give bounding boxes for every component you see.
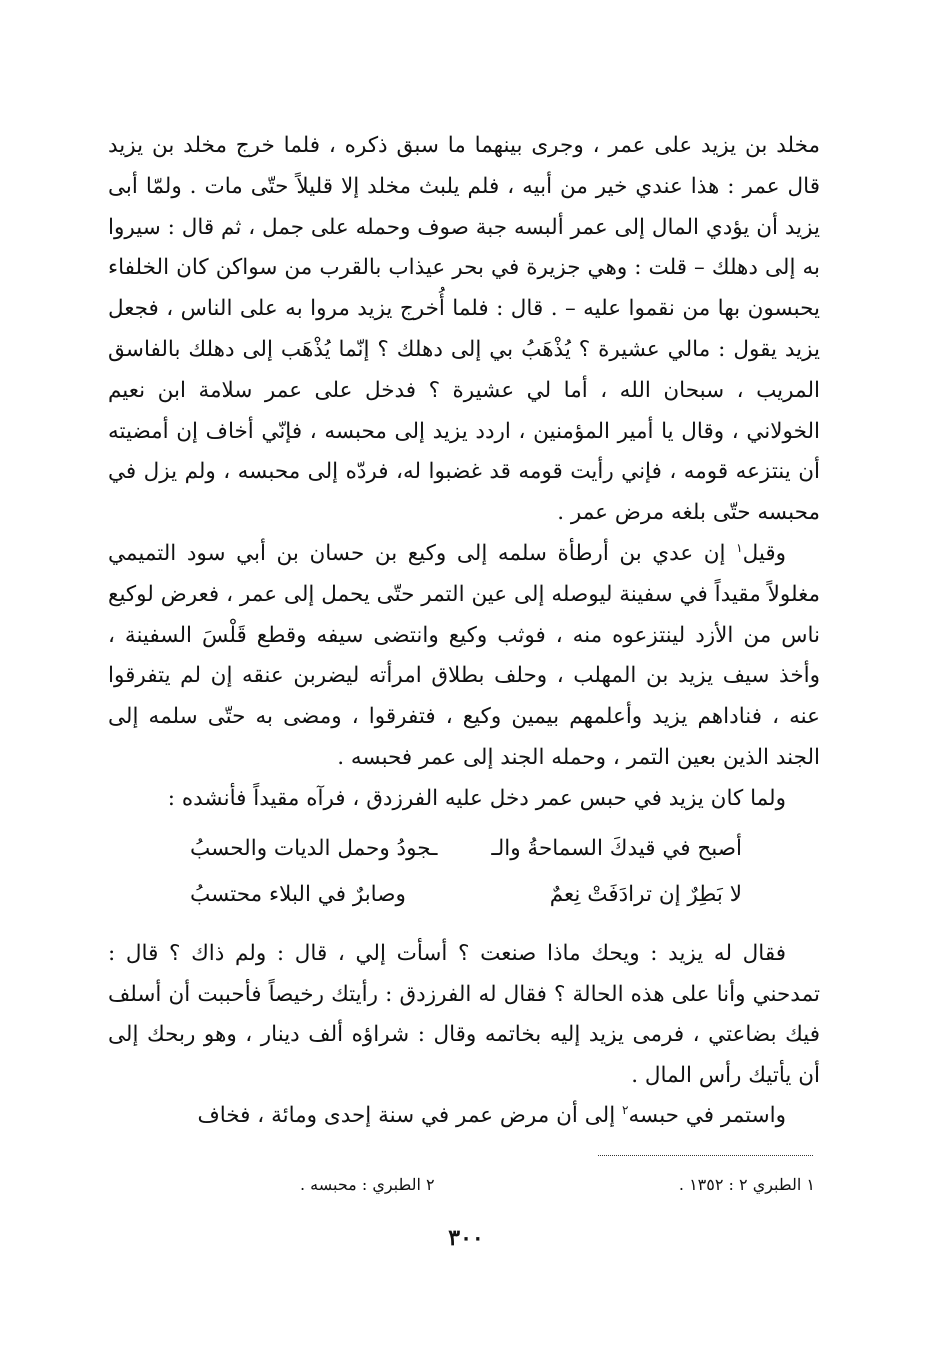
verse-2-first-hemistich: لا بَطِرٌ إن ترادَفَتْ نِعمٌ — [549, 882, 742, 907]
paragraph-3: ولما كان يزيد في حبس عمر دخل عليه الفرزدق ، فرآه مقيداً فأنشده : — [167, 785, 786, 811]
main-text-block — [108, 126, 820, 820]
paragraph-after-poem: فقال له يزيد : ويحك ماذا صنعت ؟ أسأت إلي ، قال : ولم ذاك ؟ قال : تمدحني وأنا على هذه الحالة ؟ فقال له الفرزدق : رأيتك رخيصاً فأحببت أن أسلف فيك بضاعتي ، فرمى يزيد إليه بخاتمه وقال : شراؤه ألف دينار ، وهو ربحك إلى أن يأتيك رأس المال . — [108, 941, 820, 1088]
second-text-block — [108, 934, 820, 1137]
footnote-1: ١ الطبري ٢ : ١٣٥٢ . — [678, 1175, 815, 1194]
paragraph-last — [108, 1096, 820, 1137]
paragraph-2-continuation: مغلولاً مقيداً في سفينة ليوصله إلى عين التمر حتّى يحمل إلى عمر ، فعرض لوكيع ناس من الأزد لينتزعوه منه ، فوثب وكيع وانتضى سيفه وقطع قَلْسَ السفينة ، وأخذ سيف يزيد بن المهلب ، وحلف بطلاق امرأته ليضربن عنقه إن لم يتفرقوا عنه ، فناداهم يزيد وأعلمهم بيمين وكيع ، فتفرقوا ، ومضى به حتّى سلمه إلى الجند الذين بعين التمر ، وحمله الجند إلى عمر فحبسه . — [108, 581, 820, 770]
paragraph-last-rest: إلى أن مرض عمر في سنة إحدى ومائة ، فخاف — [197, 1103, 616, 1128]
verse-1-first-hemistich: أصبح في قيدكَ السماحةُ والـ — [491, 836, 742, 861]
footnote-separator — [598, 1155, 813, 1156]
poem-block — [190, 826, 742, 918]
verse-1 — [190, 826, 742, 872]
footnote-marker-2[interactable]: ٢ — [622, 1102, 629, 1117]
paragraph-2 — [108, 534, 820, 779]
paragraph-last-lead: واستمر في حبسه — [628, 1103, 786, 1128]
verse-1-second-hemistich: ـجودُ وحمل الديات والحسبُ — [190, 836, 438, 861]
verse-2 — [190, 872, 742, 918]
paragraph-1: مخلد بن يزيد على عمر ، وجرى بينهما ما سبق ذكره ، فلما خرج مخلد بن يزيد قال عمر : هذا عندي خير من أبيه ، فلم يلبث مخلد إلا قليلاً حتّى مات . ولمّا أبى يزيد أن يؤدي المال إلى عمر ألبسه جبة صوف وحمله على جمل ، ثم قال : سيروا به إلى دهلك – قلت : وهي جزيرة في بحر عيذاب بالقرب من سواكن كان الخلفاء يحبسون بها من نقموا عليه – . قال : فلما أُخرج يزيد مروا به على الناس ، فجعل يزيد يقول : مالي عشيرة ؟ يُذْهَبُ بي إلى دهلك ؟ إنّما يُذْهَب إلى دهلك بالفاسق المريب ، سبحان الله ، أما لي عشيرة ؟ فدخل على عمر سلامة ابن نعيم الخولاني ، وقال يا أمير المؤمنين ، اردد يزيد إلى محبسه ، فإنّي أخاف إن أمضيته أن ينتزعه قومه ، فإني رأيت قومه قد غضبوا له، فردّه إلى محبسه ، ولم يزل في محبسه حتّى بلغه مرض عمر . — [108, 133, 820, 526]
page-number: ٣٠٠ — [448, 1225, 484, 1251]
footnote-2: ٢ الطبري : محبسه . — [300, 1175, 435, 1194]
paragraph-2-lead: وقيل — [742, 540, 787, 566]
verse-2-second-hemistich: وصابرٌ في البلاء محتسبُ — [190, 882, 406, 907]
paragraph-2-opening: إن عدي بن أرطأة سلمه إلى وكيع بن حسان بن أبي سود التميمي — [108, 540, 726, 566]
footnote-marker-1[interactable]: ١ — [736, 540, 743, 555]
footnotes — [300, 1172, 815, 1198]
